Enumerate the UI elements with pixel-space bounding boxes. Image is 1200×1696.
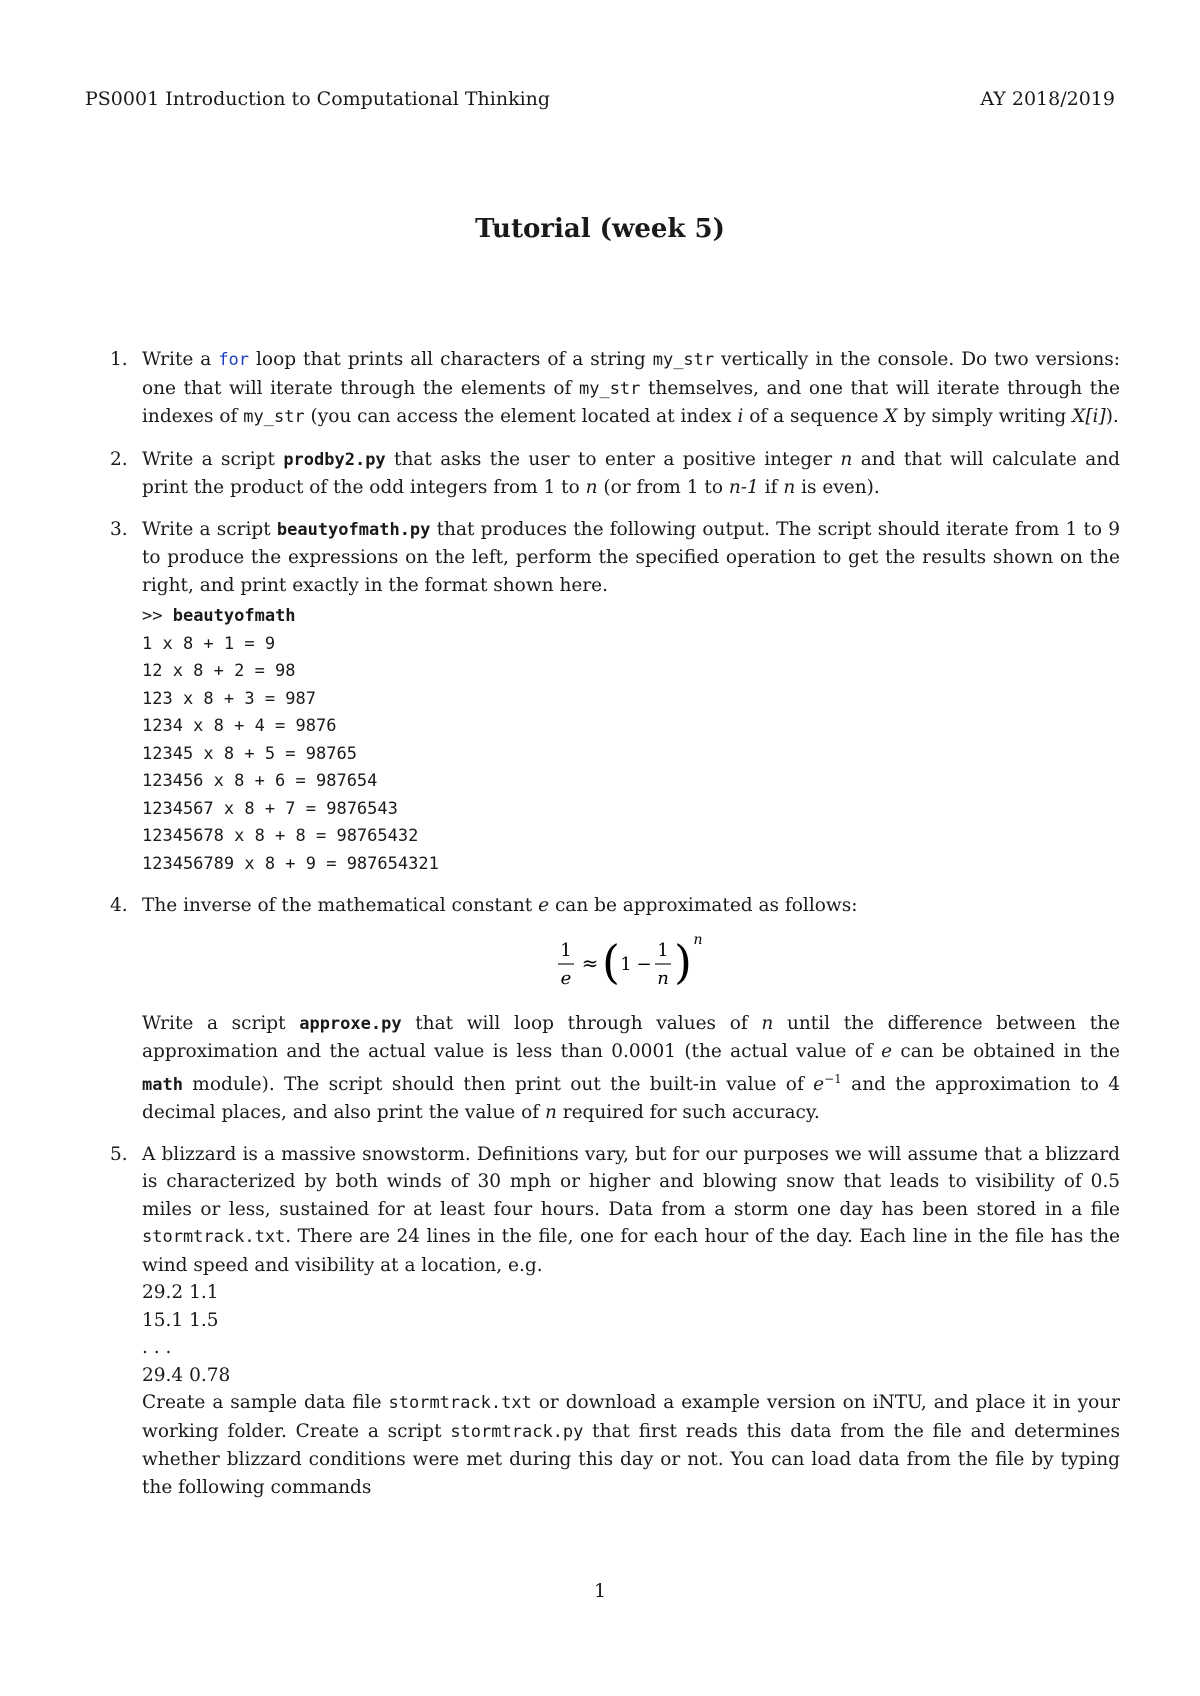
text: Create a sample data file <box>142 1392 389 1414</box>
math-index: [i] <box>1085 406 1106 427</box>
left-paren: ( <box>602 934 620 989</box>
exponent: n <box>693 931 703 948</box>
text: that asks the user to enter a positive integer <box>385 448 841 470</box>
question-4 <box>110 892 1120 1127</box>
text: (or from 1 to <box>597 477 729 498</box>
question-number: 4. <box>110 895 128 916</box>
text: Write a script <box>142 448 284 470</box>
code-var: my_str <box>578 378 641 399</box>
text: (you can access the element located at index <box>304 406 738 427</box>
math-var: n <box>783 477 796 498</box>
approx-sign: ≈ <box>581 950 599 975</box>
question-number: 5. <box>110 1143 128 1165</box>
math-var: n <box>585 477 598 498</box>
math-var: i <box>737 406 744 427</box>
page-header <box>85 88 1115 114</box>
text: . There are 24 lines in the file, one for each hour of the day. Each line in the file has the wind speed and visibility at a location, e.g. <box>142 1226 1120 1276</box>
text: loop that prints all characters of a string <box>249 349 653 370</box>
question-number: 2. <box>110 448 128 470</box>
text: can be obtained in the <box>892 1041 1120 1062</box>
text: Write a <box>142 349 219 370</box>
academic-year: AY 2018/2019 <box>980 88 1115 110</box>
formula <box>556 928 706 1000</box>
text: that will loop through values of <box>401 1012 762 1034</box>
text: and the approximation to 4 decimal places, and also print the value of <box>142 1073 1120 1124</box>
filename: stormtrack.txt <box>142 1227 286 1248</box>
data-line: 29.4 0.78 <box>142 1364 231 1386</box>
frac-denominator: e <box>560 967 572 989</box>
text: and that will calculate and print the product of the odd integers from 1 to <box>142 448 1120 498</box>
text: ). <box>1105 406 1119 427</box>
text: vertically in the console. Do two versions: one that will iterate through the elements of <box>142 349 1120 399</box>
text: or download a example version on iNTU, and place it in your working folder. Create a script <box>142 1392 1121 1442</box>
math-var: e <box>813 1073 825 1095</box>
text: if <box>758 477 784 498</box>
question-list <box>110 346 1120 1515</box>
output-line: 123 x 8 + 3 = 987 <box>142 688 316 709</box>
question-3 <box>110 516 1120 879</box>
question-number: 1. <box>110 349 128 370</box>
math-var: n <box>544 1102 557 1124</box>
command: beautyofmath <box>172 606 296 626</box>
code-var: my_str <box>243 407 305 427</box>
data-line: 15.1 1.5 <box>142 1309 219 1331</box>
text: The inverse of the mathematical constant <box>142 895 539 916</box>
text: required for such accuracy. <box>556 1102 820 1124</box>
text: by simply writing <box>897 406 1073 427</box>
sample-data <box>142 1279 1120 1389</box>
sample-output <box>142 603 1120 878</box>
question-5 <box>110 1141 1120 1502</box>
text: Write a script <box>142 518 277 540</box>
text: that first reads this data from the file and determines whether blizzard conditions were met during this day or not. You can load data from the file by typing the following commands <box>142 1420 1120 1498</box>
text: module). The script should then print out the built-in value of <box>182 1073 814 1095</box>
inner-frac-denominator: n <box>657 967 669 989</box>
question-1 <box>110 346 1120 432</box>
math-var: n <box>840 448 853 470</box>
prompt: >> <box>142 606 173 626</box>
text: A blizzard is a massive snowstorm. Definitions vary, but for our purposes we will assume that a blizzard is characterized by both winds of 30 mph or higher and blowing snow that leads to visibility of 0.5 miles or less, sustained for at least four hours. Data from a storm one day has been stored in a file <box>142 1143 1120 1220</box>
module-name: math <box>142 1074 183 1095</box>
question-2 <box>110 446 1120 502</box>
inner-one: 1 <box>620 953 632 975</box>
text: until the difference between the approximation and the actual value is less than 0.0001 (the actual value of <box>142 1012 1120 1062</box>
frac-numerator: 1 <box>560 939 572 961</box>
text: of a sequence <box>743 406 885 427</box>
output-line: 1234567 x 8 + 7 = 9876543 <box>142 798 398 819</box>
filename: approxe.py <box>299 1013 402 1034</box>
output-line: 123456 x 8 + 6 = 987654 <box>142 771 378 791</box>
formula-block <box>142 928 1120 1000</box>
output-line: 12345678 x 8 + 8 = 98765432 <box>142 826 419 846</box>
data-line: . . . <box>142 1337 172 1359</box>
page-number: 1 <box>593 1580 607 1602</box>
text: that produces the following output. The script should iterate from 1 to 9 to produce the expressions on the left, perform the specified operation to get the results shown on the right, and print exactly in the format shown here. <box>142 518 1120 596</box>
output-line: 12345 x 8 + 5 = 98765 <box>142 743 357 764</box>
math-var: X <box>884 406 898 427</box>
math-var: e <box>881 1041 893 1062</box>
output-prompt-line <box>142 603 1120 631</box>
page-title: Tutorial (week 5) <box>475 214 725 244</box>
filename: prodby2.py <box>283 449 386 470</box>
text: themselves, and one that will iterate through the indexes of <box>142 377 1121 427</box>
filename: stormtrack.py <box>450 1421 584 1442</box>
math-var: n <box>761 1012 774 1034</box>
minus-sign: − <box>636 953 652 975</box>
text: is even). <box>795 477 880 498</box>
output-line: 1 x 8 + 1 = 9 <box>142 633 276 654</box>
data-line: 29.2 1.1 <box>142 1282 219 1304</box>
question-number: 3. <box>110 518 128 540</box>
superscript: −1 <box>824 1071 842 1086</box>
inner-frac-numerator: 1 <box>657 939 669 961</box>
output-line: 12 x 8 + 2 = 98 <box>142 661 296 681</box>
code-var: my_str <box>652 350 715 370</box>
right-paren: ) <box>674 934 692 989</box>
course-name: PS0001 Introduction to Computational Thinking <box>85 88 551 110</box>
output-line: 123456789 x 8 + 9 = 987654321 <box>142 853 439 874</box>
output-line: 1234 x 8 + 4 = 9876 <box>142 716 337 736</box>
filename: stormtrack.txt <box>388 1393 532 1414</box>
text: can be approximated as follows: <box>549 895 858 916</box>
filename: beautyofmath.py <box>276 519 431 540</box>
math-var: X <box>1072 406 1086 427</box>
math-var: e <box>538 895 550 916</box>
text: Write a script <box>142 1012 300 1034</box>
math-var: n-1 <box>728 477 759 498</box>
keyword-for: for <box>218 350 250 370</box>
